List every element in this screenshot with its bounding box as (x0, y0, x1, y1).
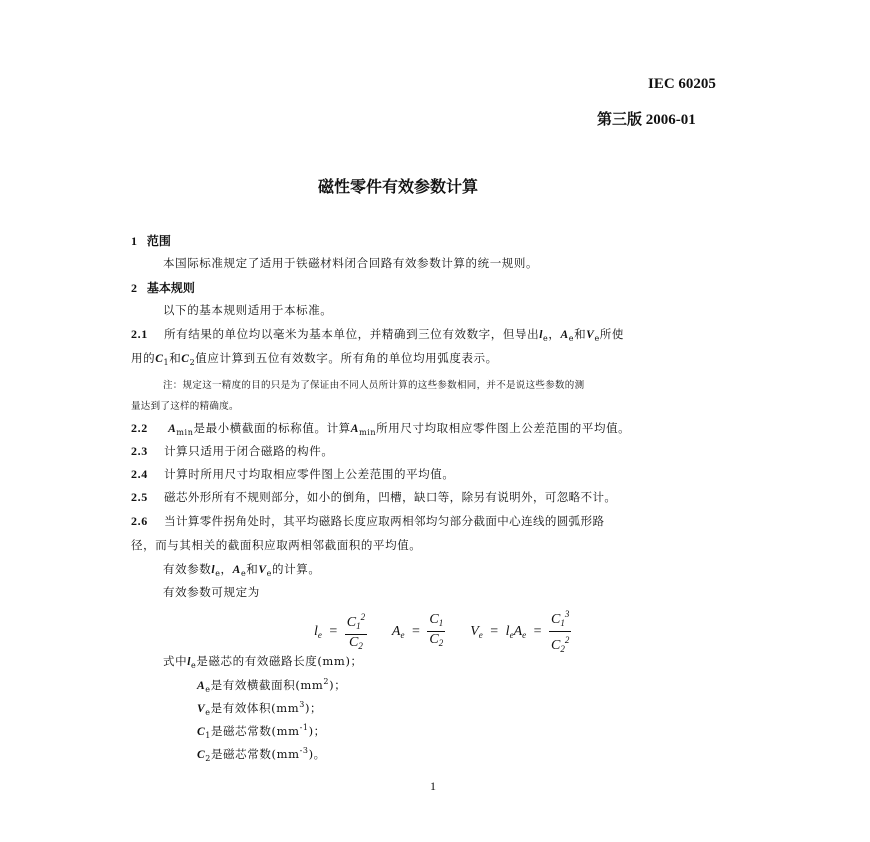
rule-2-3 (131, 443, 333, 459)
symbol-l: l (539, 329, 543, 341)
conjunction: 和 (169, 351, 182, 365)
edition-date: 第三版 2006-01 (597, 112, 696, 128)
subscript-e: e (542, 334, 549, 343)
rule-text: 所用尺寸均取相应零件图上公差范围的平均值。 (376, 421, 631, 435)
symbol-C: C (155, 353, 164, 365)
definition-c1: $C_1$是磁芯常数$(mm^{-1})$； (197, 723, 326, 740)
rule-number: 2.4 (131, 467, 148, 481)
rule-text: 用的 (131, 351, 156, 365)
symbol-A: A (168, 423, 177, 435)
text: 有效参数 (163, 562, 212, 576)
subscript-2: 2 (189, 358, 196, 367)
note-line1: 注：规定这一精度的目的只是为了保证由不同人员所计算的这些参数相同，并不是说这些参数的测 (163, 380, 585, 391)
rule-number: 2.3 (131, 444, 148, 458)
subscript-e: e (568, 334, 575, 343)
formula-ve: $V_e = l_eA_e$ = $\frac{C_1^3}{C_2^2}$ (470, 624, 571, 639)
definition-ve: $V_e$是有效体积$(mm^3)$； (197, 700, 323, 717)
definition-ae: $A_e$是有效横截面积$(mm^2)$； (197, 677, 347, 694)
text: 的计算。 (272, 562, 321, 576)
formula-le: $l_e$ = $\frac{C_1^2}{C_2}$ (314, 624, 371, 639)
document-title: 磁性零件有效参数计算 (318, 177, 479, 196)
rule-2-4 (131, 466, 454, 482)
rule-number: 2.6 (131, 514, 148, 528)
subscript-e: e (215, 569, 221, 578)
symbol-l: l (211, 564, 216, 576)
rule-text: 当计算零件拐角处时，其平均磁路长度应取两相邻均匀部分截面中心连线的圆弧形路 (164, 514, 605, 528)
symbol-V: V (258, 564, 267, 576)
section-title: 基本规则 (146, 281, 195, 295)
symbol-V: V (586, 329, 595, 341)
rule-2-6-line1 (131, 513, 604, 529)
symbol-A: A (350, 423, 360, 435)
section-2-intro: 以下的基本规则适用于本标准。 (163, 303, 333, 317)
rule-text-tail: 所使 (599, 327, 624, 341)
subscript-e: e (594, 334, 600, 343)
section-1-heading (131, 232, 171, 249)
conjunction: 和 (246, 562, 259, 576)
symbol-A: A (232, 564, 241, 576)
symbol-A: A (560, 329, 569, 341)
conjunction: 和 (574, 327, 587, 341)
effective-params-line2: 有效参数可规定为 (163, 585, 260, 599)
formulas (314, 606, 571, 657)
effective-params-line1 (163, 561, 320, 578)
subscript-1: 1 (163, 358, 170, 367)
rule-number: 2.5 (131, 490, 148, 504)
rule-2-6-line2: 径，而与其相关的截面积应取两相邻截面积的平均值。 (131, 538, 422, 552)
rule-text: 是最小横截面的标称值。计算 (193, 421, 351, 435)
page-number: 1 (430, 779, 436, 793)
section-number: 2 (131, 281, 137, 295)
subscript-e: e (266, 569, 273, 578)
subscript-min: min (176, 428, 194, 437)
rule-text: 所有结果的单位均以毫米为基本单位，并精确到三位有效数字，但导出 (164, 327, 540, 341)
note-line2: 量达到了这样的精确度。 (131, 401, 239, 412)
rule-text: 磁芯外形所有不规则部分，如小的倒角，凹槽，缺口等，除另有说明外，可忽略不计。 (164, 490, 617, 504)
rule-2-1-line1 (131, 326, 624, 343)
rule-text: 计算时所用尺寸均取相应零件图上公差范围的平均值。 (164, 467, 455, 481)
rule-2-1-line2 (131, 350, 498, 367)
separator: ， (220, 562, 233, 576)
subscript-min: min (359, 428, 377, 437)
rule-2-2 (131, 420, 630, 437)
section-2-heading (131, 279, 195, 296)
rule-number: 2.2 (131, 421, 148, 435)
section-number: 1 (131, 234, 137, 248)
separator: ， (548, 327, 561, 341)
formula-ae: $A_e$ = $\frac{C_1}{C_2}$ (391, 612, 444, 648)
rule-text: 值应计算到五位有效数字。所有角的单位均用弧度表示。 (195, 351, 498, 365)
rule-text: 计算只适用于闭合磁路的构件。 (164, 444, 334, 458)
rule-number: 2.1 (131, 327, 148, 341)
section-title: 范围 (146, 234, 171, 248)
standard-number: IEC 60205 (648, 76, 716, 92)
definition-c2: $C_2$是磁芯常数$(mm^{-3})$。 (197, 746, 326, 763)
symbol-C: C (181, 353, 190, 365)
rule-2-5 (131, 489, 616, 505)
section-1-text: 本国际标准规定了适用于铁磁材料闭合回路有效参数计算的统一规则。 (163, 256, 539, 270)
definition-le: 式中$l_e$是磁芯的有效磁路长度(mm)； (163, 654, 363, 670)
subscript-e: e (240, 569, 247, 578)
